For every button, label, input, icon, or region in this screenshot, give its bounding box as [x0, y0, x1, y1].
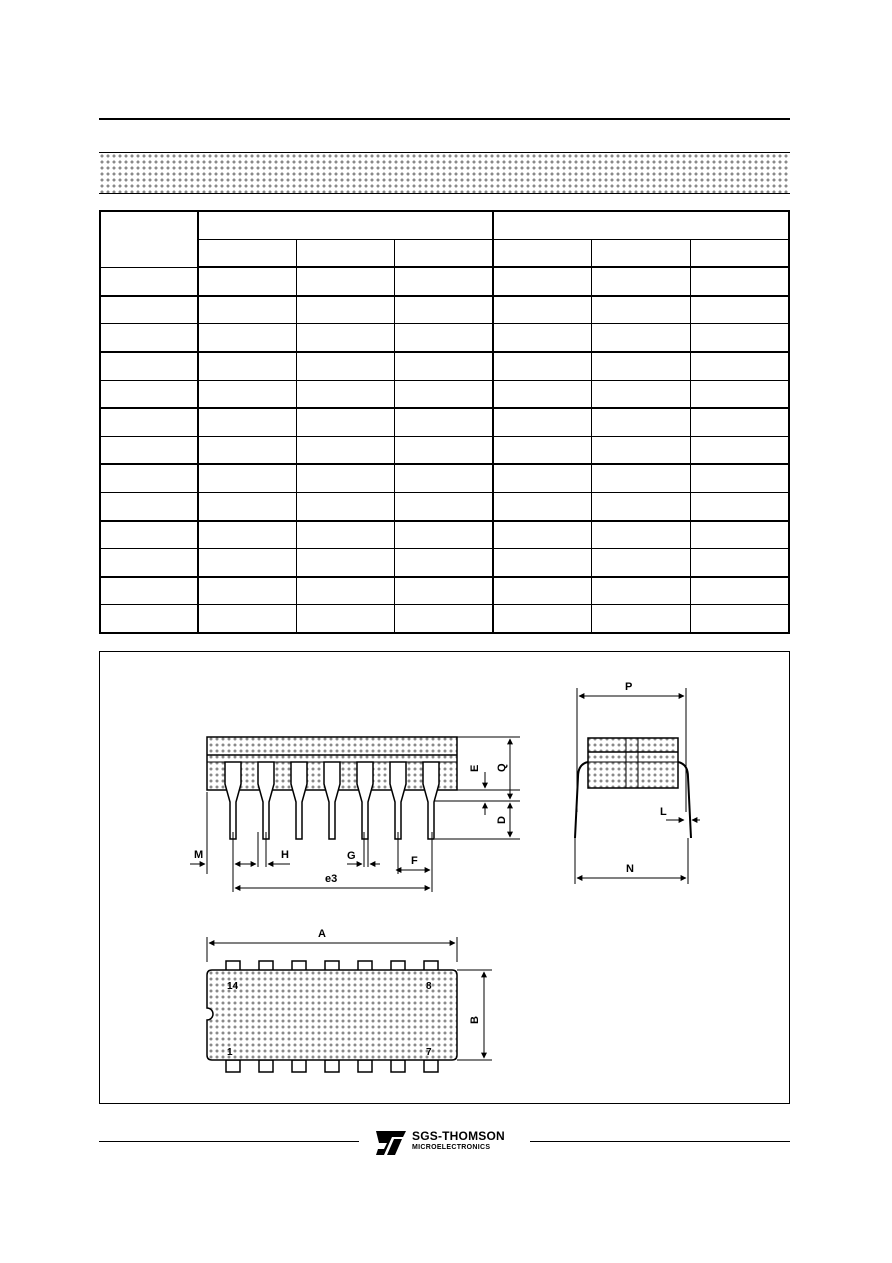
pin-stub [325, 1060, 339, 1072]
table-cell [395, 436, 494, 464]
pin-stub [424, 1060, 438, 1072]
table-cell [592, 324, 691, 352]
table-cell [100, 408, 198, 436]
table-header-cell [493, 239, 592, 267]
st-logo-icon [370, 1129, 410, 1157]
table-cell [198, 464, 297, 492]
table-row [100, 296, 789, 324]
pin-stub [226, 1060, 240, 1072]
pin-stub [259, 1060, 273, 1072]
table-cell [690, 436, 789, 464]
table-cell [690, 324, 789, 352]
label-E: E [469, 764, 481, 772]
table-cell [592, 464, 691, 492]
label-D: D [496, 816, 508, 824]
label-F: F [411, 855, 418, 867]
table-cell [296, 436, 395, 464]
pin-8: 8 [426, 981, 432, 992]
table-row [100, 464, 789, 492]
pin-stub [292, 1060, 306, 1072]
table-cell [690, 605, 789, 633]
lead [390, 762, 406, 839]
table-header-cell [296, 239, 395, 267]
table-cell [592, 605, 691, 633]
table-cell [296, 464, 395, 492]
table-cell [592, 549, 691, 577]
table-row [100, 492, 789, 520]
brand-name: SGS-THOMSON [412, 1129, 505, 1143]
label-N: N [626, 863, 634, 875]
table-title-bar [99, 152, 790, 194]
table-cell [592, 492, 691, 520]
table-cell [296, 521, 395, 549]
table-cell [395, 296, 494, 324]
table-cell [100, 521, 198, 549]
footer-rule-right [530, 1141, 790, 1142]
table-header-cell [100, 211, 198, 267]
table-cell [690, 296, 789, 324]
table-cell [690, 464, 789, 492]
table-cell [296, 408, 395, 436]
table-cell [296, 267, 395, 296]
table-header-cell [592, 239, 691, 267]
table-cell [198, 436, 297, 464]
pin-7: 7 [426, 1047, 432, 1058]
table-cell [296, 380, 395, 408]
table-cell [493, 267, 592, 296]
footer-rule-left [99, 1141, 359, 1142]
table-cell [296, 549, 395, 577]
table-cell [198, 492, 297, 520]
table-row [100, 352, 789, 380]
table-cell [100, 605, 198, 633]
header-rule [99, 118, 790, 120]
table-cell [592, 267, 691, 296]
table-cell [296, 605, 395, 633]
table-cell [395, 492, 494, 520]
table-row [100, 324, 789, 352]
label-P: P [625, 681, 633, 693]
table-cell [493, 352, 592, 380]
table-header-cell [493, 211, 789, 239]
table-cell [100, 492, 198, 520]
table-cell [198, 267, 297, 296]
table-cell [296, 296, 395, 324]
label-H: H [281, 849, 289, 861]
package-figure [99, 651, 790, 1104]
table-cell [690, 492, 789, 520]
top-view [207, 928, 492, 1072]
dimensions-table [99, 210, 790, 634]
table-cell [100, 436, 198, 464]
table-cell [592, 380, 691, 408]
table-cell [493, 464, 592, 492]
end-view [575, 681, 700, 884]
table-cell [493, 380, 592, 408]
table-cell [198, 521, 297, 549]
table-cell [493, 577, 592, 605]
table-cell [493, 296, 592, 324]
table-cell [198, 352, 297, 380]
table-cell [592, 296, 691, 324]
table-cell [100, 352, 198, 380]
table-header-cell [198, 239, 297, 267]
table-cell [395, 352, 494, 380]
table-cell [395, 380, 494, 408]
table-cell [395, 577, 494, 605]
lead [357, 762, 373, 839]
label-A: A [318, 928, 326, 940]
label-Q: Q [496, 763, 508, 772]
table-cell [296, 492, 395, 520]
table-cell [690, 352, 789, 380]
table-cell [395, 464, 494, 492]
pin-14: 14 [227, 981, 239, 992]
table-header-row [100, 211, 789, 239]
table-row [100, 577, 789, 605]
table-cell [100, 380, 198, 408]
table-row [100, 549, 789, 577]
table-cell [198, 577, 297, 605]
table-cell [493, 324, 592, 352]
table-cell [493, 492, 592, 520]
lead [225, 762, 241, 839]
table-cell [395, 408, 494, 436]
label-B: B [469, 1016, 481, 1024]
table-cell [198, 324, 297, 352]
table-cell [100, 577, 198, 605]
table-cell [395, 521, 494, 549]
label-M: M [194, 849, 204, 861]
table-cell [296, 324, 395, 352]
table-cell [592, 577, 691, 605]
table-cell [690, 380, 789, 408]
table-row [100, 521, 789, 549]
table-header-cell [198, 211, 494, 239]
table-cell [690, 521, 789, 549]
table-cell [592, 408, 691, 436]
table-cell [198, 296, 297, 324]
table-cell [198, 380, 297, 408]
table-cell [690, 577, 789, 605]
side-view [190, 737, 520, 892]
table-header-row [100, 239, 789, 267]
pin-stub [391, 1060, 405, 1072]
table-cell [690, 549, 789, 577]
table-header-cell [395, 239, 494, 267]
table-cell [296, 352, 395, 380]
table-row [100, 408, 789, 436]
table-cell [100, 549, 198, 577]
table-cell [395, 605, 494, 633]
package-drawing [100, 652, 791, 1105]
lead [258, 762, 274, 839]
table-cell [395, 267, 494, 296]
table-cell [592, 521, 691, 549]
table-cell [690, 267, 789, 296]
table-cell [592, 436, 691, 464]
pin-stub [358, 1060, 372, 1072]
table-cell [690, 408, 789, 436]
table-cell [198, 549, 297, 577]
lead [324, 762, 340, 839]
brand-subtitle: MICROELECTRONICS [412, 1144, 491, 1151]
table-cell [100, 267, 198, 296]
table-cell [198, 408, 297, 436]
table-cell [395, 324, 494, 352]
table-body [100, 267, 789, 633]
label-L: L [660, 806, 667, 818]
table-cell [100, 296, 198, 324]
lead [291, 762, 307, 839]
table-header-cell [690, 239, 789, 267]
table-cell [592, 352, 691, 380]
table-cell [296, 577, 395, 605]
table-row [100, 605, 789, 633]
label-G: G [347, 850, 356, 862]
table-cell [493, 436, 592, 464]
table-cell [493, 549, 592, 577]
table-row [100, 380, 789, 408]
table-cell [198, 605, 297, 633]
table-row [100, 436, 789, 464]
table-cell [100, 464, 198, 492]
label-e3: e3 [325, 873, 338, 885]
table-cell [395, 549, 494, 577]
table-cell [493, 521, 592, 549]
pin-1: 1 [227, 1047, 233, 1058]
table-row [100, 267, 789, 296]
table-cell [493, 408, 592, 436]
table-cell [493, 605, 592, 633]
table-cell [100, 324, 198, 352]
